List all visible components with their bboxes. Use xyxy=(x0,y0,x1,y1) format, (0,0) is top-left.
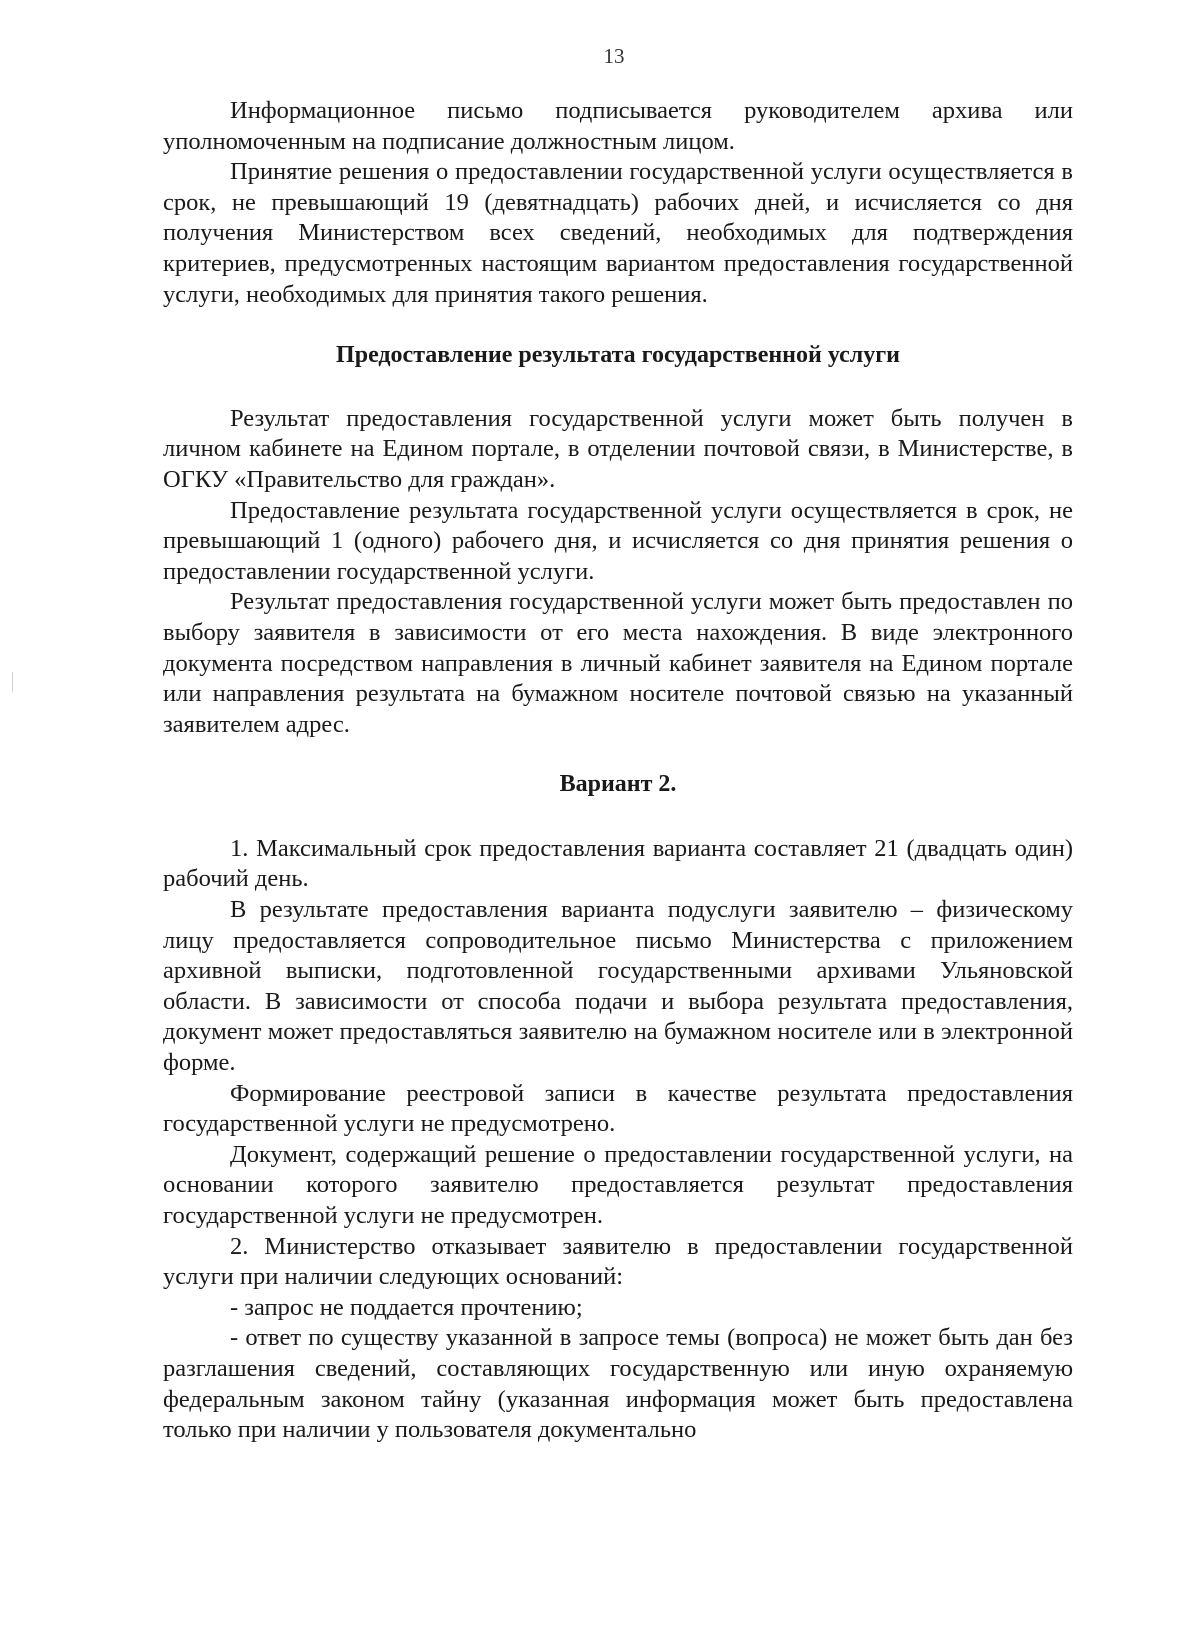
document-body xyxy=(163,96,1073,1446)
scan-margin-mark xyxy=(12,672,13,692)
paragraph: Принятие решения о предоставлении государственной услуги осуществляется в срок, не превышающий 19 (девятнадцать) рабочих дней, и исчисляется со дня получения Министерством всех сведений, необходимых для подтверждения критериев, предусмотренных настоящим вариантом предоставления государственной услуги, необходимых для принятия такого решения. xyxy=(163,158,1073,308)
list-item: - ответ по существу указанной в запросе темы (вопроса) не может быть дан без разглашения сведений, составляющих государственную или иную охраняемую федеральным законом тайну (указанная информация может быть предоставлена только при наличии у пользователя документально xyxy=(163,1324,1073,1444)
paragraph: Результат предоставления государственной услуги может быть получен в личном кабинете на Едином портале, в отделении почтовой связи, в Министерстве, в ОГКУ «Правительство для граждан». xyxy=(163,404,1073,493)
list-item: - запрос не поддается прочтению; xyxy=(230,1293,583,1321)
paragraph: Формирование реестровой записи в качестве результата предоставления государственной услуги не предусмотрено. xyxy=(163,1079,1073,1138)
paragraph: Результат предоставления государственной услуги может быть предоставлен по выбору заявителя в зависимости от его места нахождения. В виде электронного документа посредством направления в личный кабинет заявителя на Едином портале или направления результата на бумажном носителе почтовой связью на указанный заявителем адрес. xyxy=(163,588,1073,738)
numbered-paragraph: 1. Максимальный срок предоставления варианта составляет 21 (двадцать один) рабочий день. xyxy=(163,834,1073,893)
paragraph: Информационное письмо подписывается руководителем архива или уполномоченным на подписание должностным лицом. xyxy=(163,97,1073,155)
paragraph: Документ, содержащий решение о предоставлении государственной услуги, на основании которого заявителю предоставляется результат предоставления государственной услуги не предусмотрен. xyxy=(163,1140,1073,1229)
variant-heading: Вариант 2. xyxy=(559,771,677,798)
page-number: 13 xyxy=(603,44,625,68)
paragraph: В результате предоставления варианта подуслуги заявителю – физическому лицу предоставляется сопроводительное письмо Министерства с приложением архивной выписки, подготовленной государственными архивами Ульяновской области. В зависимости от способа подачи и выбора результата предоставления, документ может предоставляться заявителю на бумажном носителе или в электронной форме. xyxy=(163,896,1073,1077)
section-heading: Предоставление результата государственной услуги xyxy=(336,342,900,369)
numbered-paragraph: 2. Министерство отказывает заявителю в предоставлении государственной услуги при наличии следующих оснований: xyxy=(163,1232,1073,1291)
paragraph: Предоставление результата государственной услуги осуществляется в срок, не превышающий 1 (одного) рабочего дня, и исчисляется со дня принятия решения о предоставлении государственной услуги. xyxy=(163,496,1073,585)
